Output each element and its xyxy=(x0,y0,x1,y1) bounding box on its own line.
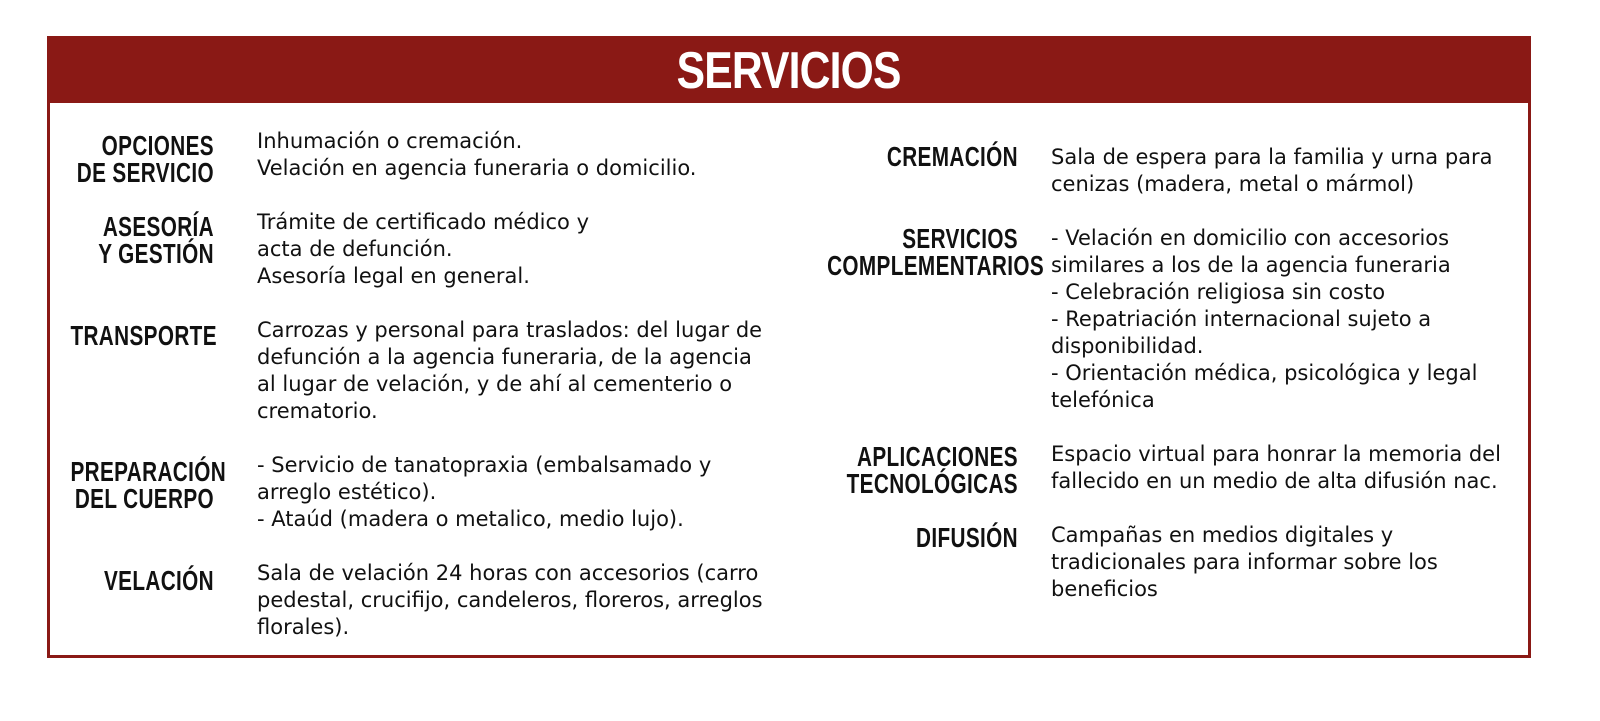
label-difusion: DIFUSIÓN xyxy=(916,522,1018,553)
label-opciones-de-servicio: OPCIONES DE SERVICIO xyxy=(76,130,214,188)
label-cremacion: CREMACIÓN xyxy=(886,141,1018,172)
text-asesoria-y-gestion: Trámite de certificado médico y acta de defunción. Asesoría legal en general. xyxy=(257,210,589,288)
text-servicios-complementarios: - Velación en domicilio con accesorios similares a los de la agencia funeraria - Celebración religiosa sin costo - Repatriación internacional sujeto a disponibilidad. - Orientación médica, psicológica y legal telefónica xyxy=(1051,226,1478,412)
text-difusion: Campañas en medios digitales y tradicionales para informar sobre los beneficios xyxy=(1051,523,1438,601)
label-preparacion-del-cuerpo: PREPARACIÓN DEL CUERPO xyxy=(70,456,227,514)
services-header xyxy=(50,39,1528,103)
label-servicios-complementarios: SERVICIOS COMPLEMENTARIOS xyxy=(827,223,1045,281)
text-velacion: Sala de velación 24 horas con accesorios (carro pedestal, crucifijo, candeleros, floreros, arreglos florales). xyxy=(257,561,763,639)
text-aplicaciones-tecnologicas: Espacio virtual para honrar la memoria del fallecido en un medio de alta difusión nac. xyxy=(1051,442,1501,493)
text-preparacion-del-cuerpo: - Servicio de tanatopraxia (embalsamado y arreglo estético). - Ataúd (madera o metalico, medio lujo). xyxy=(257,453,712,531)
text-transporte: Carrozas y personal para traslados: del lugar de defunción a la agencia funeraria, de la agencia al lugar de velación, y de ahí al cementerio o crematorio. xyxy=(257,318,763,423)
text-cremacion: Sala de espera para la familia y urna para cenizas (madera, metal o mármol) xyxy=(1051,145,1493,196)
label-transporte: TRANSPORTE xyxy=(70,320,217,351)
label-velacion: VELACIÓN xyxy=(103,565,214,596)
label-asesoria-y-gestion: ASESORÍA Y GESTIÓN xyxy=(98,211,214,269)
page-title: SERVICIOS xyxy=(676,42,902,100)
label-aplicaciones-tecnologicas: APLICACIONES TECNOLÓGICAS xyxy=(846,441,1018,499)
text-opciones-de-servicio: Inhumación o cremación. Velación en agencia funeraria o domicilio. xyxy=(257,129,697,180)
